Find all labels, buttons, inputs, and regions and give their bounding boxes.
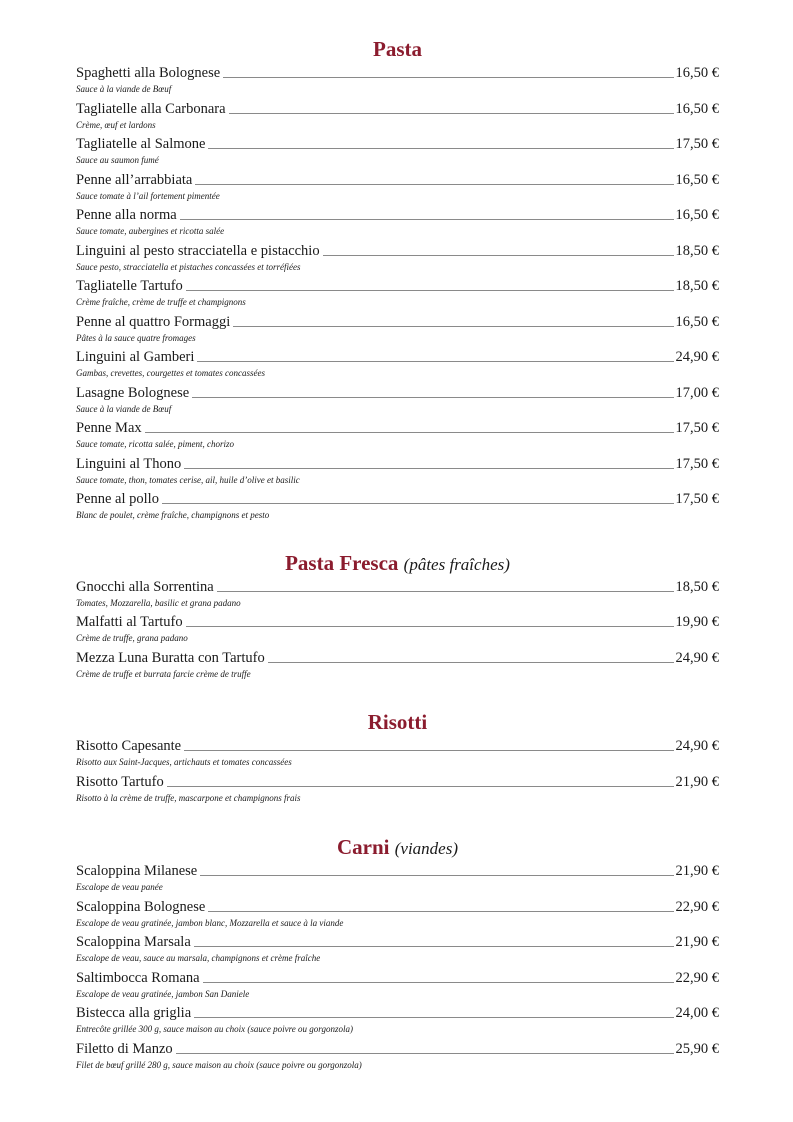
section-title: [76, 548, 719, 578]
dotted-leader: [192, 397, 673, 398]
section-title-text: Risotti: [367, 710, 428, 734]
item-name: Penne al pollo: [76, 491, 159, 507]
section-title-text: Pasta: [373, 37, 422, 61]
item-name: Penne alla norma: [76, 207, 177, 223]
item-price: 24,90 €: [675, 649, 719, 666]
item-description: Escalope de veau, sauce au marsala, champignons et crème fraîche: [76, 953, 321, 963]
dotted-leader: [194, 1017, 673, 1018]
dotted-leader: [233, 326, 673, 327]
menu-item: [76, 773, 719, 809]
item-description: Risotto à la crème de truffe, mascarpone et champignons frais: [76, 792, 301, 803]
menu-item: [76, 64, 719, 100]
dotted-leader: [197, 361, 673, 362]
item-description: Risotto aux Saint-Jacques, artichauts et tomates concassées: [76, 757, 292, 767]
dotted-leader: [229, 113, 674, 114]
section-title: [76, 832, 719, 862]
item-price: 21,90 €: [675, 773, 719, 790]
section-title-text: Pasta Fresca: [285, 550, 399, 575]
section-title-text: Carni: [336, 835, 390, 859]
item-name: Scaloppina Marsala: [76, 934, 191, 950]
item-price: 18,50 €: [675, 242, 719, 259]
item-description: Gambas, crevettes, courgettes et tomates concassées: [76, 368, 266, 378]
item-name: Linguini al pesto stracciatella e pistacchio: [76, 242, 320, 259]
item-name: Scaloppina Bolognese: [76, 898, 206, 915]
dotted-leader: [208, 911, 673, 912]
item-name: Risotto Tartufo: [76, 773, 164, 790]
item-description: Sauce pesto, stracciatella et pistaches concassées et torréfiées: [76, 261, 301, 272]
item-price: 16,50 €: [675, 171, 719, 188]
item-price: 18,50 €: [675, 578, 719, 595]
dotted-leader: [217, 591, 674, 592]
item-price: 16,50 €: [675, 100, 719, 117]
item-description: Crème, œuf et lardons: [76, 119, 156, 130]
item-name: Mezza Luna Buratta con Tartufo: [76, 649, 265, 666]
item-description: Escalope de veau gratinée, jambon blanc, Mozzarella et sauce à la viande: [76, 917, 344, 928]
menu-item: [76, 613, 719, 649]
item-description: Sauce tomate, ricotta salée, piment, chorizo: [76, 439, 234, 449]
menu-item: [76, 171, 719, 207]
item-name: Spaghetti alla Bolognese: [76, 65, 221, 81]
section-subtitle: (viandes): [394, 839, 458, 858]
dotted-leader: [268, 662, 674, 663]
item-description: Entrecôte grillée 300 g, sauce maison au choix (sauce poivre ou gorgonzola): [76, 1024, 353, 1034]
item-description: Sauce tomate, aubergines et ricotta salée: [76, 226, 225, 236]
item-name: Saltimbocca Romana: [76, 969, 200, 986]
item-price: 17,00 €: [675, 384, 719, 401]
item-description: Crème fraîche, crème de truffe et champignons: [76, 297, 246, 307]
item-name: Lasagne Bolognese: [76, 384, 190, 401]
dotted-leader: [195, 184, 673, 185]
menu-item: [76, 649, 719, 685]
dotted-leader: [208, 148, 673, 149]
menu-item: [76, 419, 719, 455]
item-name: Scaloppina Milanese: [76, 863, 198, 879]
item-name: Tagliatelle Tartufo: [76, 278, 183, 294]
dotted-leader: [180, 219, 674, 220]
dotted-leader: [200, 875, 673, 876]
section-pasta: [76, 34, 719, 526]
item-name: Tagliatelle al Salmone: [76, 136, 206, 152]
item-name: Penne all’arrabbiata: [76, 171, 193, 188]
item-description: Pâtes à la sauce quatre fromages: [76, 332, 196, 343]
menu-item: [76, 933, 719, 969]
item-name: Gnocchi alla Sorrentina: [76, 578, 214, 595]
menu-item: [76, 455, 719, 491]
dotted-leader: [184, 468, 673, 469]
item-price: 16,50 €: [675, 313, 719, 330]
item-name: Filetto di Manzo: [76, 1040, 173, 1057]
item-description: Crème de truffe, grana padano: [76, 633, 188, 643]
item-name: Malfatti al Tartufo: [76, 614, 183, 630]
menu-item: [76, 737, 719, 773]
dotted-leader: [323, 255, 674, 256]
menu-item: [76, 969, 719, 1005]
item-price: 19,90 €: [675, 614, 719, 630]
menu-page: [76, 34, 719, 1075]
item-name: Penne al quattro Formaggi: [76, 313, 231, 330]
item-name: Bistecca alla griglia: [76, 1005, 192, 1021]
dotted-leader: [203, 982, 674, 983]
section-pasta-fresca: [76, 548, 719, 685]
item-description: Blanc de poulet, crème fraîche, champignons et pesto: [76, 510, 270, 520]
dotted-leader: [162, 503, 674, 504]
menu-item: [76, 242, 719, 278]
menu-item: [76, 862, 719, 898]
item-description: Sauce tomate à l’ail fortement pimentée: [76, 190, 220, 201]
item-price: 24,90 €: [675, 738, 719, 754]
section-carni: [76, 832, 719, 1075]
item-price: 16,50 €: [675, 207, 719, 223]
dotted-leader: [186, 626, 674, 627]
dotted-leader: [186, 290, 674, 291]
item-name: Linguini al Gamberi: [76, 349, 195, 365]
item-price: 17,50 €: [675, 455, 719, 472]
section-title: [76, 34, 719, 64]
dotted-leader: [184, 750, 673, 751]
item-description: Sauce tomate, thon, tomates cerise, ail, huile d’olive et basilic: [76, 474, 300, 485]
item-name: Penne Max: [76, 420, 142, 436]
menu-item: [76, 277, 719, 313]
menu-item: [76, 490, 719, 526]
dotted-leader: [223, 77, 673, 78]
item-price: 17,50 €: [675, 420, 719, 436]
menu-item: [76, 313, 719, 349]
item-description: Escalope de veau gratinée, jambon San Daniele: [76, 988, 250, 999]
item-description: Sauce à la viande de Bœuf: [76, 403, 172, 414]
dotted-leader: [176, 1053, 674, 1054]
menu-item: [76, 384, 719, 420]
item-description: Escalope de veau panée: [76, 882, 163, 892]
dotted-leader: [145, 432, 674, 433]
item-price: 21,90 €: [675, 863, 719, 879]
item-description: Sauce au saumon fumé: [76, 155, 159, 165]
section-spacer: [76, 808, 719, 832]
menu-item: [76, 135, 719, 171]
menu-item: [76, 348, 719, 384]
item-price: 24,00 €: [675, 1005, 719, 1021]
menu-item: [76, 898, 719, 934]
section-spacer: [76, 684, 719, 707]
item-price: 16,50 €: [675, 65, 719, 81]
item-description: Filet de bœuf grillé 280 g, sauce maison au choix (sauce poivre ou gorgonzola): [76, 1059, 362, 1070]
dotted-leader: [194, 946, 674, 947]
item-price: 22,90 €: [675, 969, 719, 986]
item-name: Tagliatelle alla Carbonara: [76, 100, 226, 117]
item-description: Tomates, Mozzarella, basilic et grana padano: [76, 597, 241, 608]
item-description: Sauce à la viande de Bœuf: [76, 84, 172, 94]
item-description: Crème de truffe et burrata farcie crème de truffe: [76, 668, 251, 679]
item-price: 17,50 €: [675, 491, 719, 507]
section-risotti: [76, 707, 719, 808]
section-subtitle: (pâtes fraîches): [403, 554, 510, 574]
menu-item: [76, 1040, 719, 1076]
item-name: Risotto Capesante: [76, 738, 182, 754]
dotted-leader: [167, 786, 674, 787]
section-title: [76, 707, 719, 737]
menu-item: [76, 578, 719, 614]
item-name: Linguini al Thono: [76, 455, 182, 472]
menu-item: [76, 100, 719, 136]
item-price: 24,90 €: [675, 349, 719, 365]
item-price: 22,90 €: [675, 898, 719, 915]
item-price: 18,50 €: [675, 278, 719, 294]
menu-item: [76, 206, 719, 242]
item-price: 25,90 €: [675, 1040, 719, 1057]
menu-item: [76, 1004, 719, 1040]
section-spacer: [76, 526, 719, 548]
item-price: 17,50 €: [675, 136, 719, 152]
item-price: 21,90 €: [675, 934, 719, 950]
